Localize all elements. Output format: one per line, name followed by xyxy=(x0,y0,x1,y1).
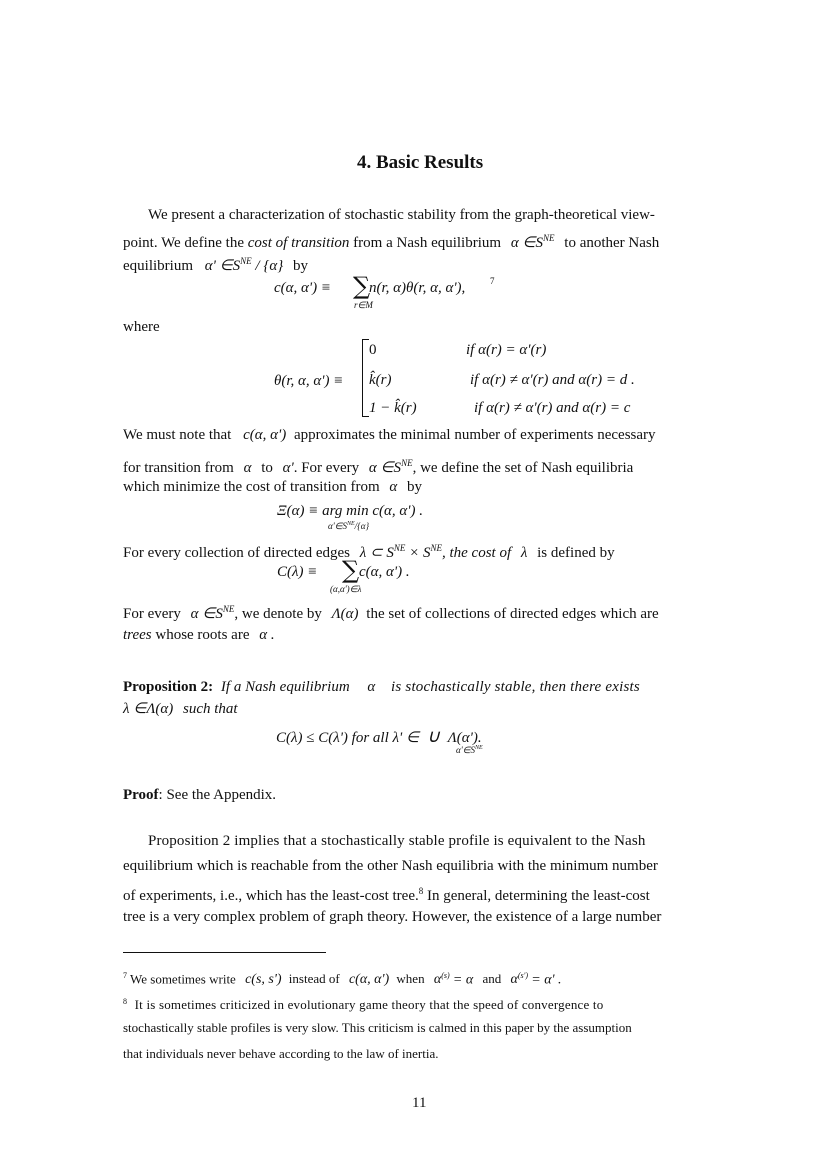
proposition-equation xyxy=(276,726,482,747)
eq-xi-subscript xyxy=(328,521,369,532)
p1-text: from a Nash equilibrium xyxy=(349,235,502,251)
superscript: NE xyxy=(222,604,235,614)
p1-text: point. We define the xyxy=(123,235,248,251)
eq-inequality: C(λ) ≤ C(λ') for all λ' ∈ xyxy=(276,730,420,746)
subscript: /{α} xyxy=(354,521,370,531)
math-alpha: α xyxy=(433,972,442,988)
section-title: 4. Basic Results xyxy=(357,152,484,173)
footnote-text: when xyxy=(396,971,425,987)
p5-line4: tree is a very complex problem of graph theory. However, the existence of a large number xyxy=(123,909,662,925)
p4-text: , we denote by xyxy=(234,606,322,622)
p2-text: for transition from xyxy=(123,460,234,476)
proposition-line2 xyxy=(123,702,238,717)
proof-line xyxy=(123,788,276,803)
superscript: NE xyxy=(347,521,355,527)
footnote-rule xyxy=(123,952,326,953)
math-cost: c(α, α') xyxy=(243,427,287,443)
sum-symbol: ∑ xyxy=(353,272,371,300)
p5-text: In general, determining the least-cost xyxy=(423,888,650,904)
p1-line2 xyxy=(123,231,659,251)
proposition-label: Proposition 2: xyxy=(123,679,214,695)
superscript: NE xyxy=(475,745,483,751)
eq-C-rhs: c(α, α') . xyxy=(359,564,410,580)
p2-text: , we define the set of Nash equilibria xyxy=(412,460,634,476)
footnote-text: and xyxy=(482,971,502,987)
case1-condition: if α(r) = α'(r) xyxy=(466,342,547,358)
proposition-text: such that xyxy=(183,701,238,717)
math-c-s-s: c(s, s') xyxy=(245,972,282,988)
proposition-text: is stochastically stable, then there exists xyxy=(391,679,640,695)
p5-line2: equilibrium which is reachable from the other Nash equilibria with the minimum number xyxy=(123,858,658,874)
sum-symbol: ∑ xyxy=(342,556,360,584)
math-lambda-subset: λ ⊂ S xyxy=(359,545,394,561)
footnote-text: instead of xyxy=(288,971,340,987)
case3-value: 1 − k̂(r) xyxy=(369,400,417,416)
p3-text: is defined by xyxy=(537,545,615,561)
p3-line xyxy=(123,541,615,561)
footnote-text: It is sometimes criticized in evolutionary game theory that the speed of convergence to xyxy=(134,997,604,1013)
sum-subscript: r∈M xyxy=(354,300,373,310)
superscript: (s') xyxy=(517,971,528,980)
superscript: (s) xyxy=(441,971,450,980)
math-set-minus: / {α} xyxy=(255,258,284,274)
math-cost: c(α, α') xyxy=(348,972,390,988)
footnote-text: We sometimes write xyxy=(130,971,236,987)
p1-text: to another Nash xyxy=(564,235,660,251)
union-subscript xyxy=(456,745,483,756)
p2-text: We must note that xyxy=(123,427,232,443)
page-number: 11 xyxy=(412,1095,427,1111)
case2-value: k̂(r) xyxy=(369,372,392,388)
superscript: NE xyxy=(240,256,252,266)
math-eq-alpha-prime: = α' . xyxy=(531,972,562,988)
math-eq-alpha: = α xyxy=(452,972,474,988)
math-alpha: α . xyxy=(259,627,275,643)
p5-text: of experiments, i.e., which has the least-cost tree. xyxy=(123,888,419,904)
footnote-mark-7: 7 xyxy=(490,276,495,286)
p5-line3 xyxy=(123,884,650,904)
p1-text: by xyxy=(292,258,308,274)
math-alpha-in-sne: α ∈S xyxy=(190,606,223,622)
eq-C-lhs: C(λ) ≡ xyxy=(277,564,318,580)
proposition-text: If a Nash equilibrium xyxy=(220,679,350,695)
term-trees: trees xyxy=(123,627,152,643)
p4-text: whose roots are xyxy=(155,627,250,643)
p4-text: For every xyxy=(123,606,181,622)
footnote-8-line2: stochastically stable profiles is very slow. This criticism is calmed in this paper by the assumption xyxy=(123,1020,632,1035)
math-Lambda: Λ(α) xyxy=(331,606,359,622)
p4-line2 xyxy=(123,628,275,643)
footnote-mark: 8 xyxy=(123,997,128,1006)
p2-text: to xyxy=(261,460,273,476)
subscript: α'∈S xyxy=(456,745,475,755)
superscript: NE xyxy=(393,543,406,553)
superscript: NE xyxy=(430,543,442,553)
eq-theta-lhs: θ(r, α, α') ≡ xyxy=(274,373,344,389)
math-alpha-in-sne: α ∈S xyxy=(368,460,402,476)
math-alpha: α xyxy=(510,972,518,988)
superscript: NE xyxy=(543,233,555,243)
p2-text: approximates the minimal number of experiments necessary xyxy=(293,427,656,443)
math-cross: × S xyxy=(409,545,431,561)
p3-text: For every collection of directed edges xyxy=(123,545,350,561)
eq-union-term: Λ(α'). xyxy=(447,730,482,746)
footnote-8-line1 xyxy=(123,995,603,1011)
eq-xi: Ξ(α) ≡ arg min c(α, α') . xyxy=(277,503,423,519)
p5-line1: Proposition 2 implies that a stochastically stable profile is equivalent to the Nash xyxy=(148,833,646,849)
case1-value: 0 xyxy=(369,342,377,358)
p2-line3 xyxy=(123,480,422,495)
math-alpha: α xyxy=(389,479,398,495)
p2-text: by xyxy=(407,479,422,495)
footnote-7 xyxy=(123,969,562,986)
math-alpha-in-sne: α ∈S xyxy=(510,235,544,251)
math-lambda-in-Lambda: λ ∈Λ(α) xyxy=(123,701,174,717)
proposition-line1 xyxy=(123,680,640,695)
p3-text: , the cost of xyxy=(441,545,512,561)
superscript: NE xyxy=(401,458,413,468)
math-lambda: λ xyxy=(520,545,528,561)
footnote-mark: 7 xyxy=(123,971,127,980)
math-alpha-prime: α' ∈S xyxy=(204,258,241,274)
p4-text: the set of collections of directed edges which are xyxy=(366,606,659,622)
where-text: where xyxy=(123,319,160,335)
p2-text: which minimize the cost of transition from xyxy=(123,479,380,495)
eq-cost-rhs: n(r, α)θ(r, α, α'), xyxy=(369,280,466,296)
p2-text: . For every xyxy=(293,460,360,476)
union-symbol: ∪ xyxy=(426,726,440,746)
proof-label: Proof xyxy=(123,787,159,803)
footnote-8-line3: that individuals never behave according to the law of inertia. xyxy=(123,1046,439,1061)
math-alpha: α xyxy=(367,679,376,695)
math-alpha-prime: α' xyxy=(282,460,294,476)
p2-line1 xyxy=(123,428,656,443)
p2-line2 xyxy=(123,456,633,476)
proof-text: : See the Appendix. xyxy=(158,787,277,803)
p1-line1: We present a characterization of stochastic stability from the graph-theoretical view- xyxy=(148,207,655,223)
math-alpha: α xyxy=(243,460,252,476)
case3-condition: if α(r) ≠ α'(r) and α(r) = c xyxy=(474,400,631,416)
p1-text: equilibrium xyxy=(123,258,193,274)
footnote-mark-8: 8 xyxy=(418,886,424,896)
p4-line1 xyxy=(123,602,659,622)
term-cost-of-transition: cost of transition xyxy=(247,235,350,251)
case2-condition: if α(r) ≠ α'(r) and α(r) = d . xyxy=(470,372,635,388)
sum-subscript: (α,α')∈λ xyxy=(330,584,362,594)
cases-brace xyxy=(362,339,369,417)
p1-line3 xyxy=(123,254,308,274)
subscript: α'∈S xyxy=(328,521,347,531)
eq-cost-lhs: c(α, α') ≡ xyxy=(274,280,331,296)
